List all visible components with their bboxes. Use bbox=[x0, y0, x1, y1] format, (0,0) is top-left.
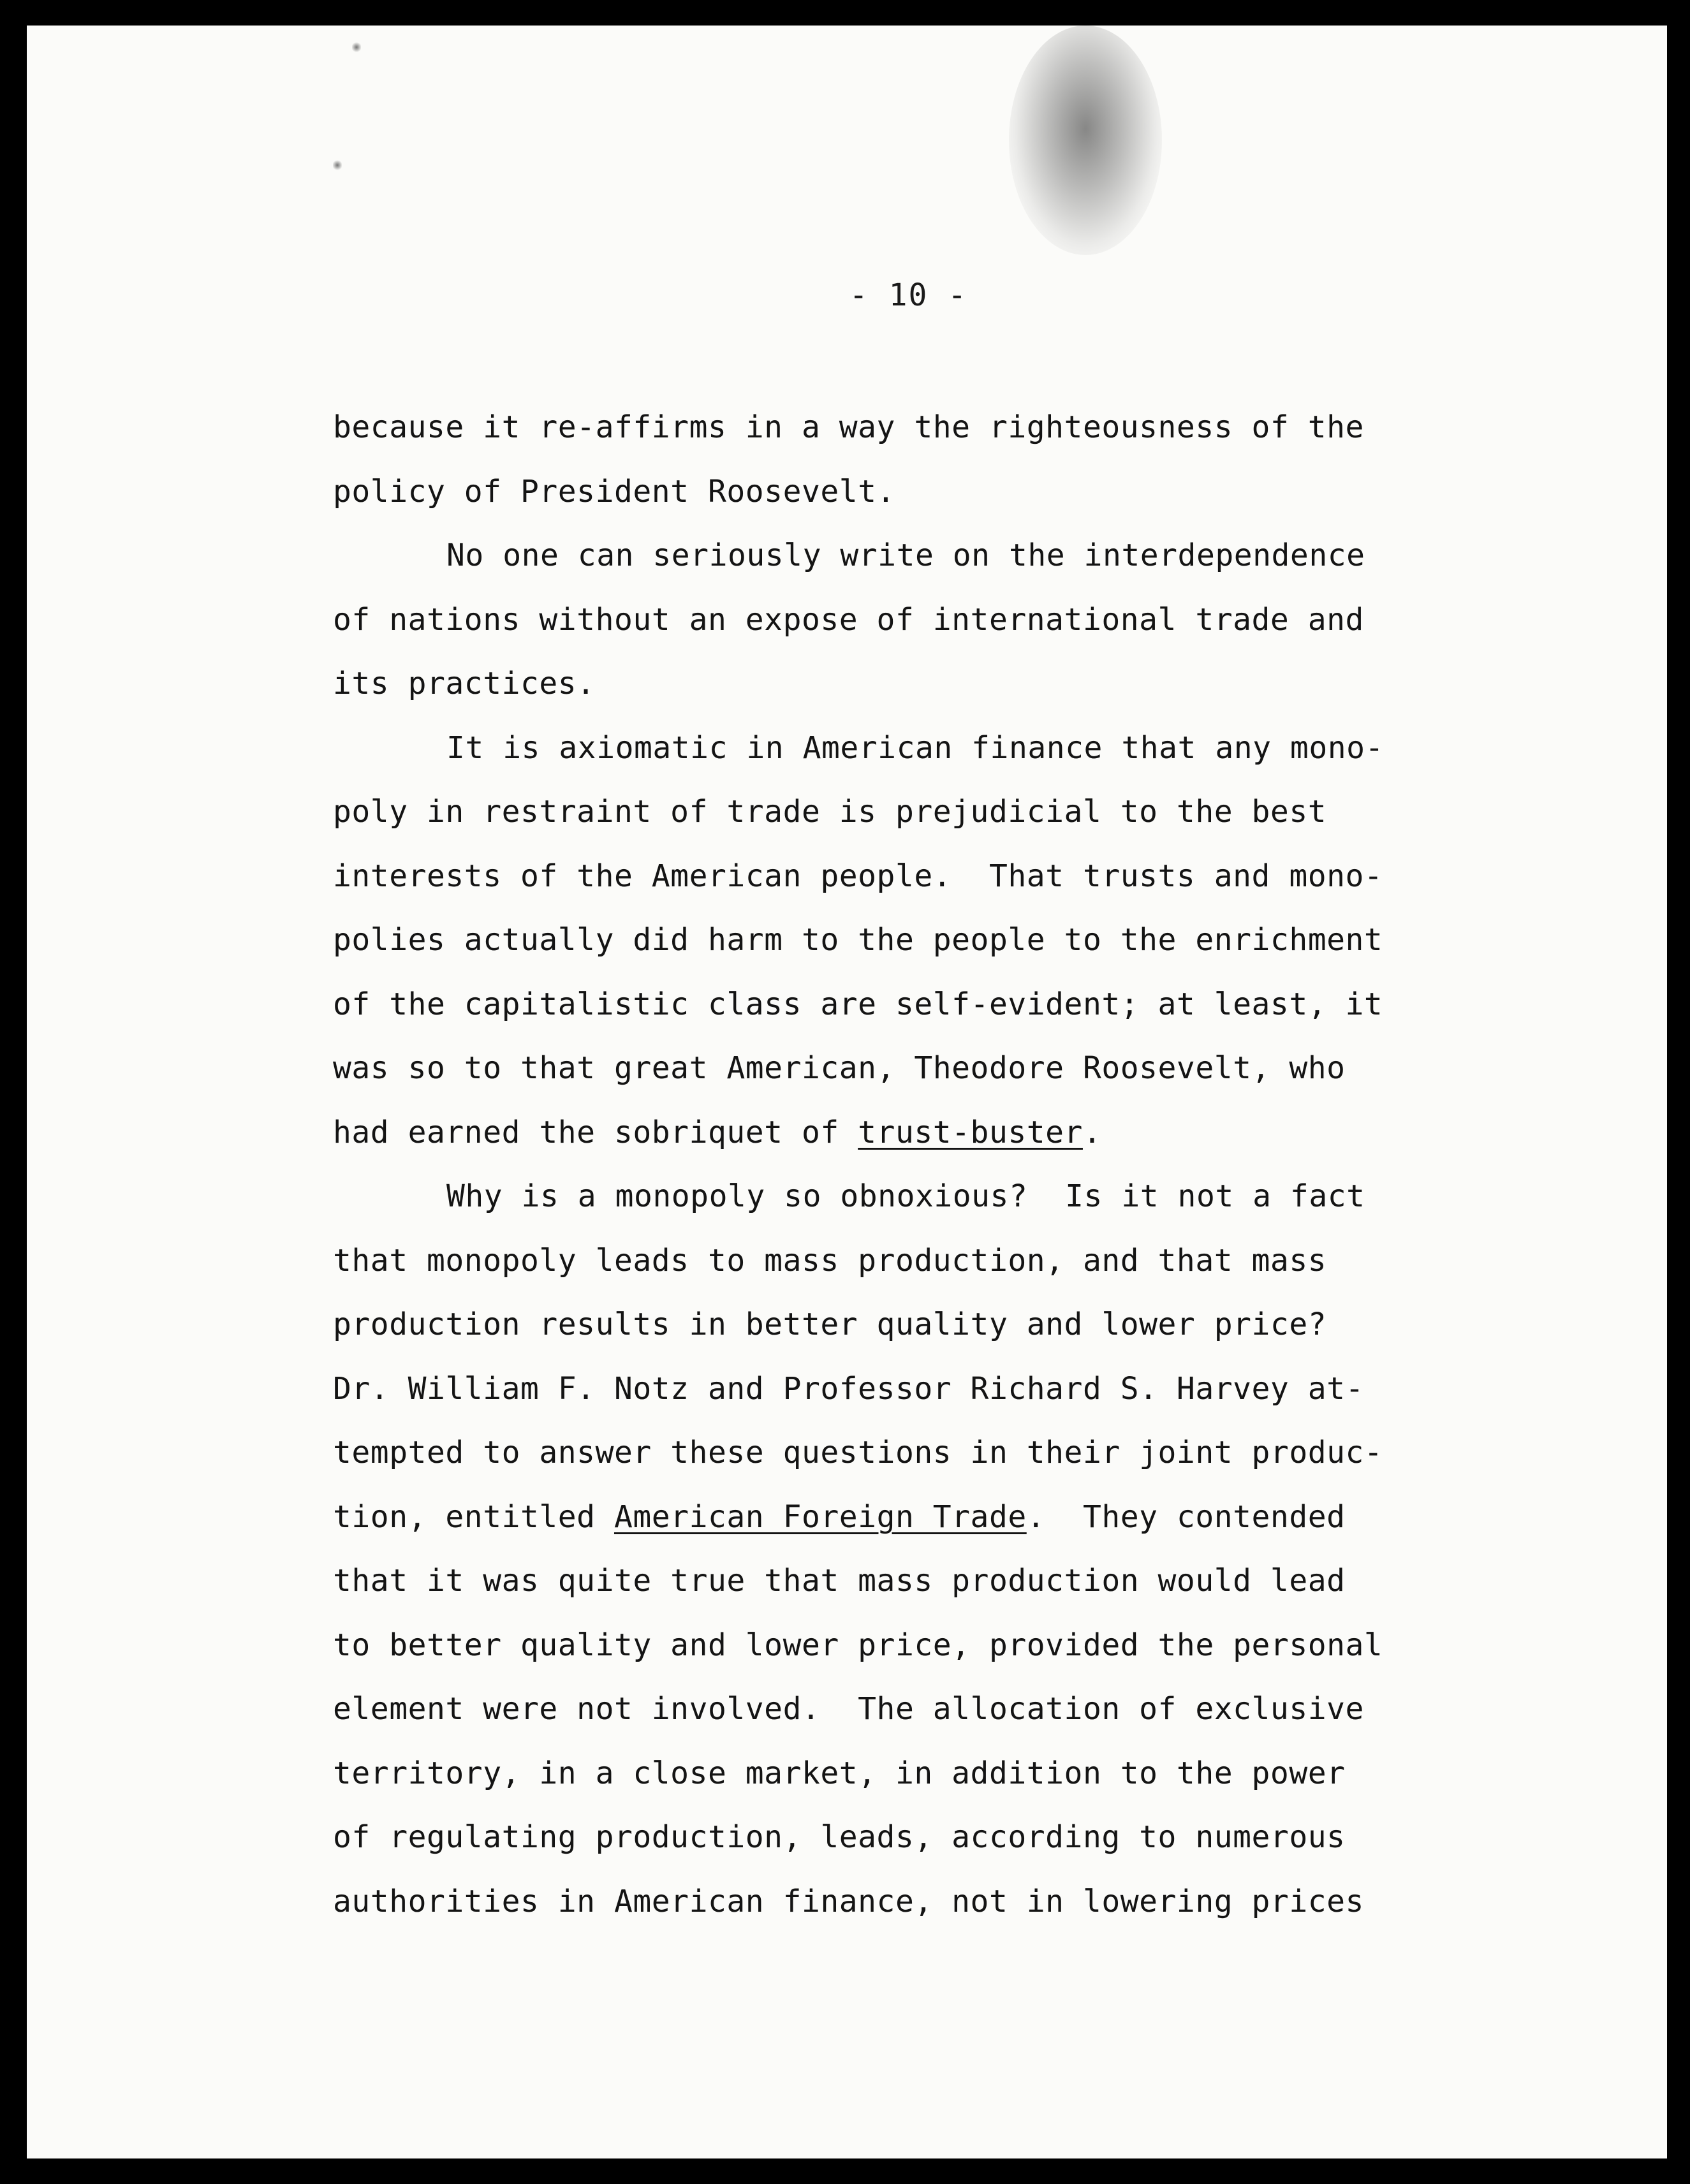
ink-smudge bbox=[1009, 26, 1162, 255]
text-line: polies actually did harm to the people to the enrichment bbox=[333, 922, 1383, 958]
text-line bbox=[333, 1485, 1455, 1550]
underlined-term: trust-buster bbox=[858, 1114, 1083, 1150]
text-line: of the capitalistic class are self-evident; at least, it bbox=[333, 986, 1383, 1022]
text-segment: tion, entitled bbox=[333, 1499, 614, 1535]
text-line: of regulating production, leads, according to numerous bbox=[333, 1819, 1346, 1855]
text-line: authorities in American finance, not in lowering prices bbox=[333, 1883, 1364, 1919]
text-line: its practices. bbox=[333, 666, 596, 701]
text-line: interests of the American people. That trusts and mono- bbox=[333, 858, 1383, 894]
text-line: It is axiomatic in American finance that any mono- bbox=[446, 729, 1384, 766]
text-line: was so to that great American, Theodore Roosevelt, who bbox=[333, 1050, 1346, 1086]
text-line: to better quality and lower price, provided the personal bbox=[333, 1627, 1383, 1663]
text-line: Why is a monopoly so obnoxious? Is it not a fact bbox=[446, 1178, 1365, 1214]
text-line: production results in better quality and lower price? bbox=[333, 1307, 1327, 1342]
page-number: - 10 - bbox=[849, 277, 968, 313]
underlined-book-title: American Foreign Trade bbox=[614, 1499, 1027, 1535]
text-line: because it re-affirms in a way the righteousness of the bbox=[333, 409, 1364, 445]
ink-speck bbox=[352, 41, 361, 53]
text-segment: . bbox=[1082, 1114, 1102, 1150]
text-line: element were not involved. The allocation of exclusive bbox=[333, 1691, 1364, 1727]
text-segment: had earned the sobriquet of bbox=[333, 1114, 858, 1150]
text-line: Dr. William F. Notz and Professor Richard S. Harvey at- bbox=[333, 1370, 1364, 1407]
text-line: of nations without an expose of international trade and bbox=[333, 601, 1364, 638]
text-line: No one can seriously write on the interdependence bbox=[446, 538, 1365, 573]
text-segment: . They contended bbox=[1026, 1499, 1346, 1535]
body-text bbox=[333, 395, 1455, 1933]
text-line: that it was quite true that mass production would lead bbox=[333, 1563, 1346, 1599]
text-line: tempted to answer these questions in their joint produc- bbox=[333, 1435, 1383, 1470]
text-line: poly in restraint of trade is prejudicial to the best bbox=[333, 794, 1327, 830]
text-line: policy of President Roosevelt. bbox=[333, 473, 895, 509]
document-page bbox=[27, 26, 1667, 2158]
text-line: territory, in a close market, in addition to the power bbox=[333, 1755, 1346, 1791]
text-line: that monopoly leads to mass production, and that mass bbox=[333, 1242, 1327, 1279]
text-line bbox=[333, 1101, 1455, 1165]
ink-speck bbox=[333, 159, 342, 171]
